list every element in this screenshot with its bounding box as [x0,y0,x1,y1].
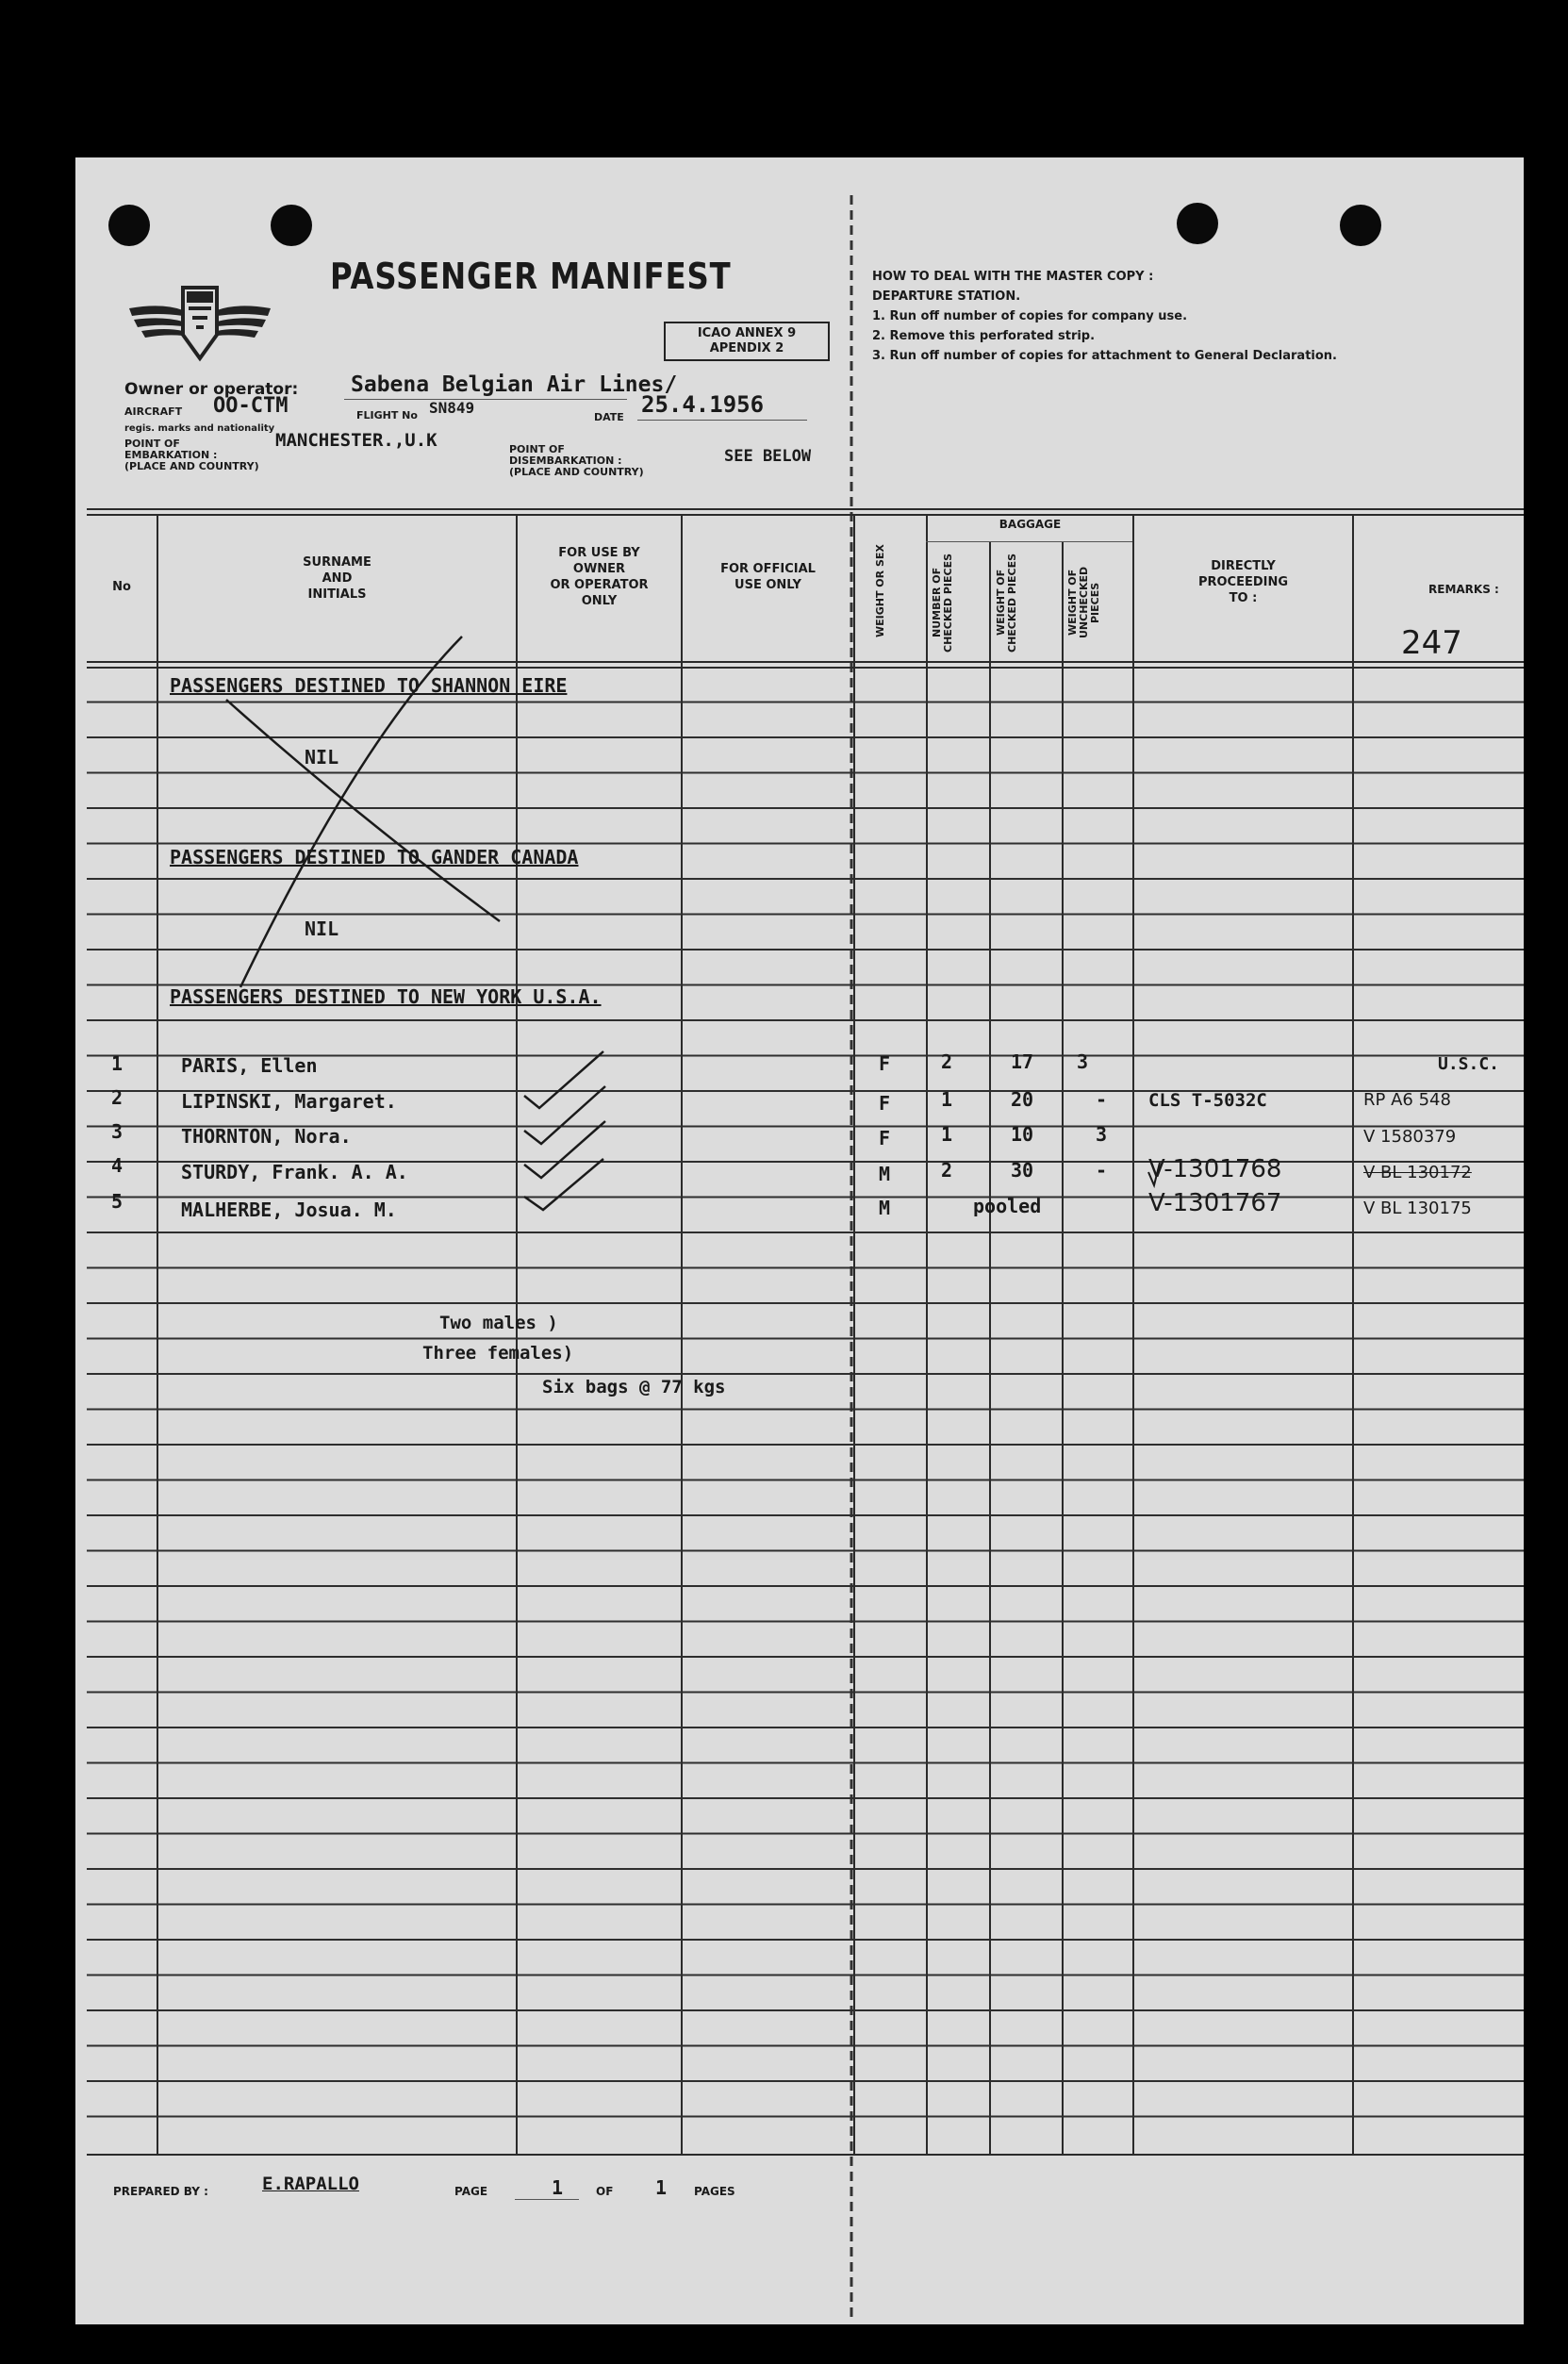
check-mark-4 [524,1159,603,1210]
col-header-surname-1: SURNAME [303,555,371,570]
owner-value: Sabena Belgian Air Lines/ [351,372,678,397]
row-4-pieces: 2 [941,1159,953,1182]
regis-label: regis. marks and nationality [124,423,275,434]
col-header-owner-3: OR OPERATOR [550,578,649,592]
section-nil-shannon: NIL [305,746,339,769]
col-header-surname-3: INITIALS [307,587,367,602]
manifest-sheet [75,157,1524,2324]
row-4-sex: M [879,1163,891,1185]
row-1-sex: F [879,1052,891,1075]
col-header-directly-1: DIRECTLY [1211,559,1276,573]
disembark-label-1: POINT OF [509,443,565,455]
col-header-remarks: REMARKS : [1428,583,1499,596]
row-3-sex: F [879,1127,891,1149]
instructions-title: HOW TO DEAL WITH THE MASTER COPY : [872,270,1154,284]
instructions-station: DEPARTURE STATION. [872,289,1021,304]
page-value: 1 [552,2176,564,2199]
disembark-value: SEE BELOW [724,447,812,466]
row-2-no: 2 [111,1086,124,1109]
row-1-weight: 17 [1011,1050,1034,1073]
col-header-weight-sex: WEIGHT OR SEX [874,544,886,638]
row-5-directly: V-1301767 [1148,1189,1282,1217]
row-2-pieces: 1 [941,1088,953,1111]
row-3-name: THORNTON, Nora. [181,1125,352,1148]
row-3-no: 3 [111,1120,124,1143]
icao-annex-line1: ICAO ANNEX 9 [697,326,797,340]
row-4-name: STURDY, Frank. A. A. [181,1161,408,1183]
row-5-sex: M [879,1197,891,1219]
col-header-official-2: USE ONLY [734,578,801,592]
col-header-directly-3: TO : [1229,591,1258,605]
row-1-pieces: 2 [941,1050,953,1073]
page-label: PAGE [454,2185,488,2198]
date-value: 25.4.1956 [641,391,765,418]
row-4-no: 4 [111,1154,124,1177]
col-header-owner-1: FOR USE BY [558,546,640,560]
handwritten-page-number: 247 [1401,624,1462,662]
col-header-directly-2: PROCEEDING [1197,575,1289,589]
col-header-num-checked: NUMBER OF CHECKED PIECES [931,553,954,653]
aircraft-label: AIRCRAFT [124,405,183,418]
row-2-unchecked: - [1096,1088,1108,1111]
row-4-unchecked: - [1096,1159,1108,1182]
row-4-remarks: V BL 130172 [1363,1163,1472,1182]
page-value-underline [515,2199,579,2200]
instructions-item-1: 1. Run off number of copies for company use. [872,309,1188,323]
row-1-unchecked: 3 [1077,1050,1089,1073]
row-5-name: MALHERBE, Josua. M. [181,1199,397,1221]
check-mark-3 [524,1121,605,1178]
page-title: PASSENGER MANIFEST [330,256,732,297]
row-3-unchecked: 3 [1096,1123,1108,1146]
prepared-by-label: PREPARED BY : [113,2185,208,2198]
disembark-label-2: DISEMBARKATION : [509,455,622,467]
aircraft-value: OO-CTM [213,394,289,418]
check-mark-directly-4 [1148,1163,1160,1185]
row-5-no: 5 [111,1190,124,1213]
pages-value: 1 [655,2176,668,2199]
icao-annex-line2: APENDIX 2 [709,341,784,355]
col-header-no: No [112,580,131,594]
row-1-no: 1 [111,1052,124,1075]
embark-label-3: (PLACE AND COUNTRY) [124,460,259,472]
col-header-surname-2: AND [322,571,353,586]
section-label-gander: PASSENGERS DESTINED TO GANDER CANADA [170,846,579,868]
section-nil-gander: NIL [305,917,339,940]
embark-label-2: EMBARKATION : [124,449,218,461]
row-3-weight: 10 [1011,1123,1034,1146]
row-3-pieces: 1 [941,1123,953,1146]
embark-label-1: POINT OF [124,438,180,450]
pages-label: PAGES [694,2185,735,2198]
col-header-owner-4: ONLY [581,594,618,608]
section-label-shannon: PASSENGERS DESTINED TO SHANNON EIRE [170,674,568,697]
row-2-name: LIPINSKI, Margaret. [181,1090,397,1113]
embark-value: MANCHESTER.,U.K [275,430,437,451]
col-header-official-1: FOR OFFICIAL [720,562,816,576]
row-5-remarks: V BL 130175 [1363,1199,1472,1218]
section-label-newyork: PASSENGERS DESTINED TO NEW YORK U.S.A. [170,985,602,1008]
row-4-weight: 30 [1011,1159,1034,1182]
row-3-remarks: V 1580379 [1363,1127,1457,1147]
summary-line-1: Two males ) [439,1313,558,1333]
row-1-name: PARIS, Ellen [181,1054,318,1077]
row-2-remarks: RP A6 548 [1363,1090,1451,1110]
instructions-item-3: 3. Run off number of copies for attachment to General Declaration. [872,349,1337,363]
disembark-label-3: (PLACE AND COUNTRY) [509,466,644,478]
of-label: OF [596,2185,614,2198]
row-5-pooled: pooled [973,1195,1042,1217]
flight-label: FLIGHT No [356,409,418,422]
row-2-directly: CLS T-5032C [1148,1090,1267,1111]
row-4-directly: V-1301768 [1148,1155,1282,1183]
prepared-by-value: E.RAPALLO [262,2174,359,2194]
flight-value: SN849 [429,399,475,417]
row-2-weight: 20 [1011,1088,1034,1111]
col-header-baggage: BAGGAGE [999,518,1062,531]
date-label: DATE [594,411,624,423]
check-marks [75,157,1524,2324]
summary-line-2: Three females) [422,1343,574,1364]
col-header-owner-2: OWNER [572,562,626,576]
instructions-item-2: 2. Remove this perforated strip. [872,329,1096,343]
summary-line-3: Six bags @ 77 kgs [542,1377,726,1397]
col-header-weight-checked: WEIGHT OF CHECKED PIECES [995,553,1018,653]
row-2-sex: F [879,1092,891,1115]
owner-label: Owner or operator: [124,380,299,399]
col-header-weight-unchecked: WEIGHT OF UNCHECKED PIECES [1066,566,1101,639]
row-1-remarks: U.S.C. [1438,1054,1500,1074]
check-mark-2 [524,1086,605,1144]
